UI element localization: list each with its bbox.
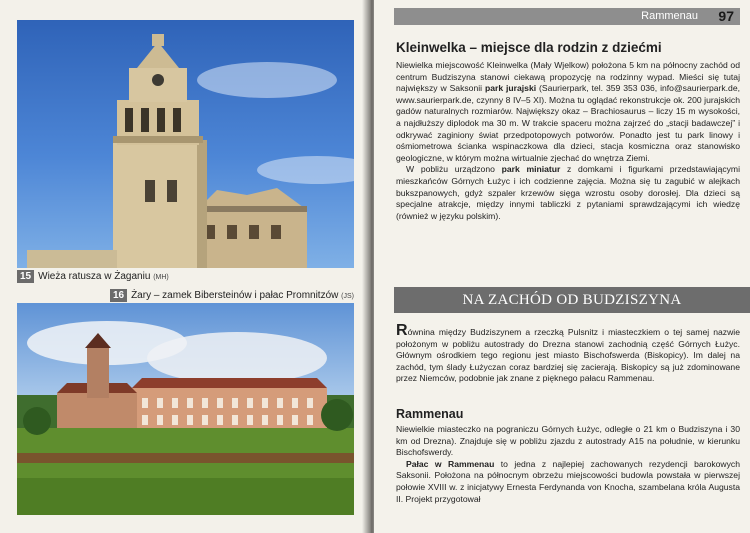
section-heading-kleinwelka: Kleinwelka – miejsce dla rodzin z dziećmi (396, 40, 662, 55)
drop-cap: R (396, 322, 408, 339)
caption-credit: (MH) (153, 274, 169, 281)
running-header (394, 8, 740, 25)
text-run: to jedna z najlepiej zachowanych rezydencji barokowych Saksonii. Położona na północnym obrzeżu miejscowości budowla powstała w pierwszej połowie XVIII w. z inicjatywy Ernesta Ferdynanda von Knocha, szambelana króla Augusta II. Projekt przygotował (396, 458, 741, 504)
section-banner-title: NA ZACHÓD OD BUDZISZYNA (462, 292, 682, 308)
bold-text: park jurajski (484, 83, 537, 94)
caption-text: Żary – zamek Bibersteinów i pałac Promnitzów (131, 290, 339, 301)
text-run: ównina między Budziszynem a rzeczką Pulsnitz i miasteczkiem o tej samej nazwie położonym w pobliżu autostrady do Drezna stanowi zachodnią część Górnych Łużyc. Głównym ośrodkiem tego regionu jest miasto Bischofswerda (Biskopicy). Im dalej na zachód, tym ślady Łużyczan coraz bardziej się zacierają. Biskopicy są już zdominowane przez Niemców, podobnie jak znane z pięknego pałacu Rammenau. (396, 327, 740, 384)
body-text-kleinwelka (396, 60, 740, 222)
paragraph (396, 424, 740, 459)
photo1-caption (17, 270, 169, 283)
left-page (0, 0, 368, 533)
running-head-title: Rammenau (641, 10, 698, 22)
paragraph (396, 322, 740, 385)
text-run: (Saurierpark, tel. 359 353 036, info@saurierpark.de, www.saurierpark.de, czynny 8 IV–5 XI). Można tu oglądać rekonstrukcje ok. 200 jurajskich gadów naturalnych rozmiarów. Największy okaz – Brachiosaurus – liczy 15 m wysokości, a najdłuższy diplodok ma 30 m. W trakcie spaceru można zajrzeć do „stacji badawczej” i odkrywać zaginiony świat przedpotopowych potworów. Ponadto jest tu park linowy i ośmiometrowa ścianka wspinaczkowa dla dzieci, stacja kosmiczna oraz stanowisko geologiczne, w którym można wirtualnie zjechać do wnętrza Ziemi. (396, 83, 740, 163)
body-text-intro (396, 322, 740, 385)
photo-town-hall-tower (17, 20, 354, 268)
body-text-rammenau (396, 424, 740, 505)
text-run: z domkami i figurkami przedstawiającymi mieszkańców Górnych Łużyc i ich codzienne zajęcia. Można się tu zagubić w alejkach bukszpanowych, gdyż szpaler krzewów sięga wzrostu osoby dorosłej. Dla dzieci są specjalne atrakcje, między innymi tabliczki z pytaniami sprawdzającymi ich wiedzę (również w języku polskim). (396, 164, 741, 221)
section-banner (394, 287, 750, 313)
caption-number: 16 (110, 289, 127, 302)
page-number: 97 (718, 8, 734, 24)
caption-text: Wieża ratusza w Żaganiu (38, 271, 151, 282)
photo-palace-zary (17, 303, 354, 515)
caption-number: 15 (17, 270, 34, 283)
text-run: W pobliżu urządzono (406, 164, 502, 175)
caption-credit: (JS) (341, 293, 354, 300)
paragraph (396, 459, 740, 505)
text-run: Niewielkie miasteczko na pograniczu Górnych Łużyc, odległe o 21 km o Budziszyna i 30 km od Drezna). Znajduje się w pobliżu zjazdu z autostrady A15 na południe, w kierunku Bischofswerdy. (396, 424, 740, 458)
text-run: Niewielka miejscowość Kleinwelka (Mały Wjelkow) położona 5 km na północny zachód od centrum Budziszyna stanowi ciekawą propozycję na rodzinny wypad. Mieści się tutaj największy w Saksonii (396, 60, 740, 94)
paragraph (396, 60, 740, 164)
paragraph (396, 164, 740, 222)
right-page (374, 0, 750, 533)
section-heading-rammenau: Rammenau (396, 407, 464, 421)
photo2-caption (110, 289, 354, 302)
bold-text: park miniatur (501, 164, 561, 175)
bold-text: Pałac w Rammenau (406, 458, 495, 469)
